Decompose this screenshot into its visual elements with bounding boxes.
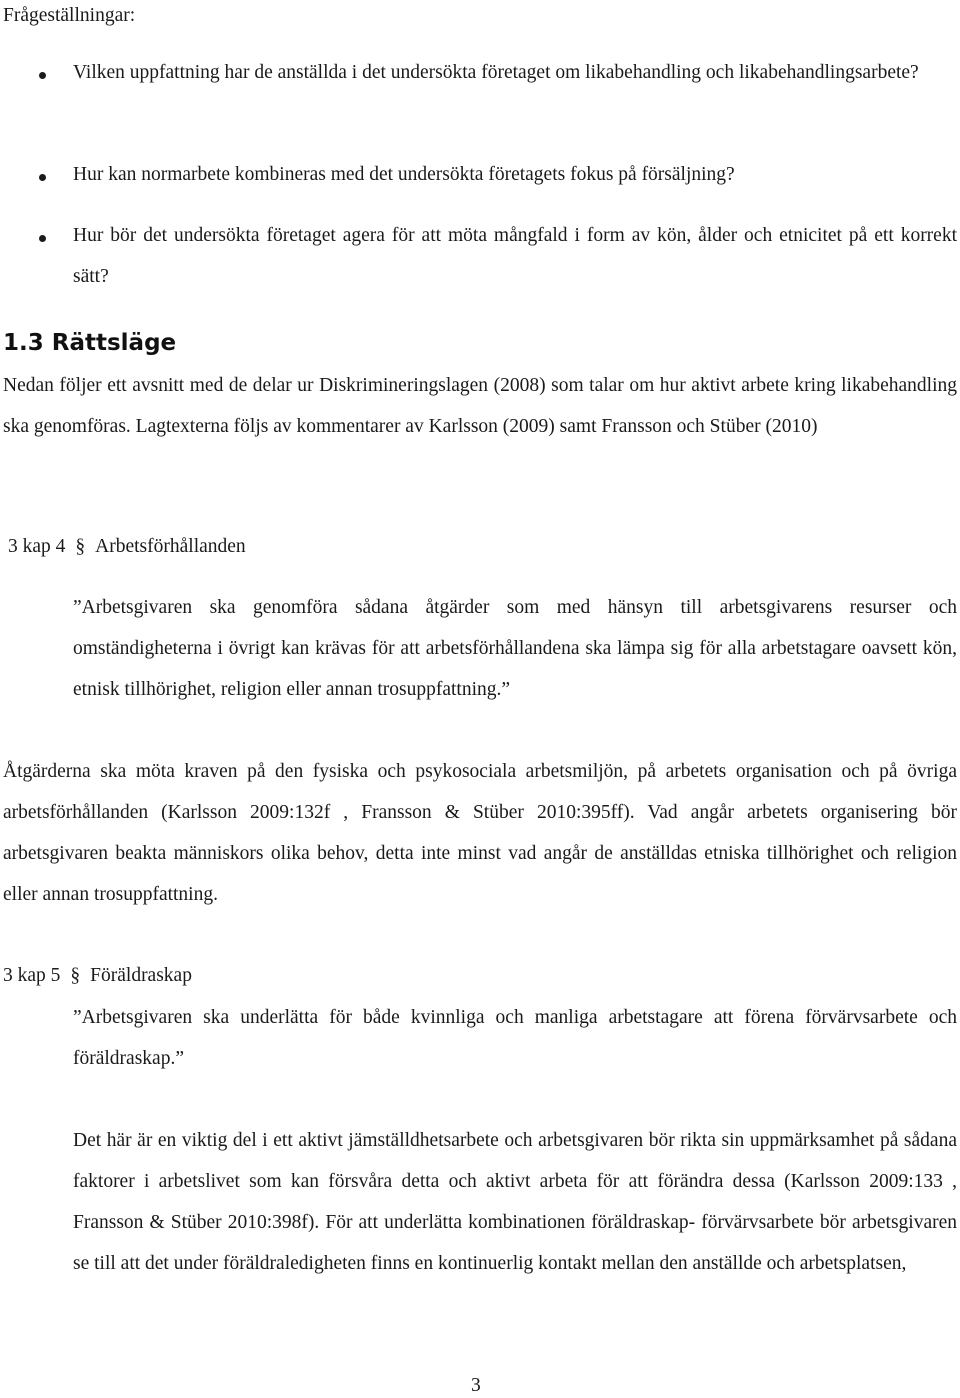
rule-name: Föräldraskap xyxy=(90,965,192,986)
questions-heading: Frågeställningar: xyxy=(3,5,136,26)
commentary-paragraph: Det här är en viktig del i ett aktivt jämställdhetsarbete och arbetsgivaren bör rikta sin uppmärksamhet på sådana faktorer i arbetslivet som kan försvåra detta och aktivt arbeta för att förändra dessa (Karlsson 2009:133 , Fransson & Stüber 2010:398f). För att underlätta kombinationen föräldraskap- förvärvsarbete bör arbetsgivaren se till att det under föräldraledigheten finns en kontinuerlig kontakt mellan den anställde och arbetsplatsen, xyxy=(73,1130,957,1274)
rule-name: Arbetsförhållanden xyxy=(95,536,246,557)
question-text: Vilken uppfattning har de anställda i det undersökta företaget om likabehandling och likabehandlingsarbete? xyxy=(73,62,919,83)
rule-quote: ”Arbetsgivaren ska genomföra sådana åtgärder som med hänsyn till arbetsgivarens resurser och omständigheterna i övrigt kan krävas för att arbetsförhållandena ska lämpa sig för alla arbetstagare oavsett kön, etnisk tillhörighet, religion eller annan trosuppfattning.” xyxy=(73,597,957,700)
bullet-icon xyxy=(39,72,46,79)
question-text: Hur bör det undersökta företaget agera för att möta mångfald i form av kön, ålder och etnicitet på ett korrekt sätt? xyxy=(73,225,957,287)
rule-heading xyxy=(8,532,246,562)
question-text: Hur kan normarbete kombineras med det undersökta företagets fokus på försäljning? xyxy=(73,164,735,185)
commentary-paragraph: Åtgärderna ska möta kraven på den fysiska och psykosociala arbetsmiljön, på arbetets organisation och på övriga arbetsförhållanden (Karlsson 2009:132f , Fransson & Stüber 2010:395ff). Vad angår arbetets organisering bör arbetsgivaren beakta människors olika behov, detta inte minst vad angår de anställdas etniska tillhörighet och religion eller annan trosuppfattning. xyxy=(3,761,957,905)
section-symbol: § xyxy=(70,965,81,986)
rule-heading xyxy=(3,961,192,991)
section-title: 1.3 Rättsläge xyxy=(3,330,177,356)
rule-quote: ”Arbetsgivaren ska underlätta för både kvinnliga och manliga arbetstagare att förena förvärvsarbete och föräldraskap.” xyxy=(73,1007,957,1069)
rule-ref: 3 kap 4 xyxy=(8,536,66,557)
intro-paragraph: Nedan följer ett avsnitt med de delar ur Diskrimineringslagen (2008) som talar om hur aktivt arbete kring likabehandling ska genomföras. Lagtexterna följs av kommentarer av Karlsson (2009) samt Fransson och Stüber (2010) xyxy=(3,375,957,437)
bullet-icon xyxy=(39,235,46,242)
page-number: 3 xyxy=(471,1375,481,1396)
rule-ref: 3 kap 5 xyxy=(3,965,61,986)
section-symbol: § xyxy=(75,536,86,557)
bullet-icon xyxy=(39,174,46,181)
